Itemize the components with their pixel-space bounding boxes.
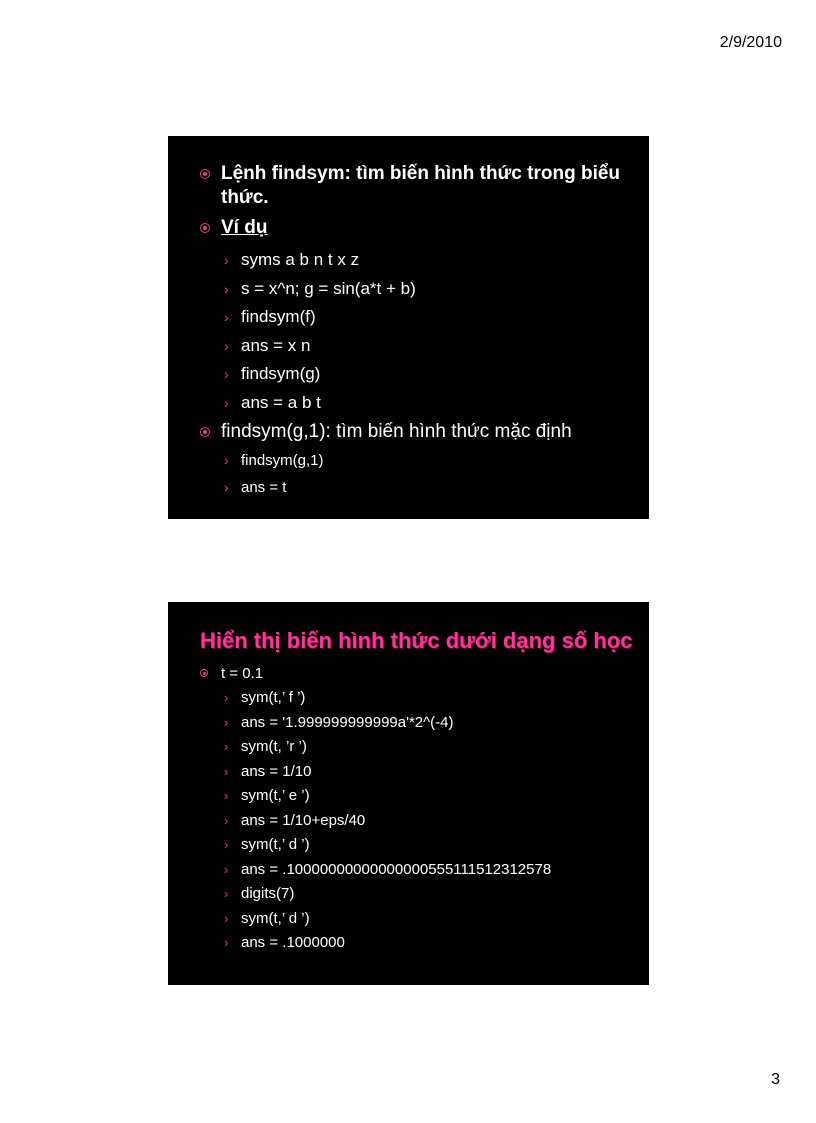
- chevron-right-icon: ›: [224, 690, 229, 705]
- example-line: › sym(t, ’r ’): [200, 735, 629, 760]
- chevron-right-icon: ›: [224, 252, 229, 268]
- example-line: › ans = 1/10+eps/40: [200, 809, 629, 834]
- example-line: › sym(t,’ d ’): [200, 833, 629, 858]
- chevron-right-icon: ›: [224, 861, 229, 877]
- example-line: › findsym(g): [200, 360, 629, 389]
- example-line: › syms a b n t x z: [200, 246, 629, 275]
- example-line: › sym(t,’ e ’): [200, 784, 629, 809]
- chevron-right-icon: ›: [224, 837, 229, 852]
- chevron-right-icon: ›: [224, 394, 229, 411]
- page-date: 2/9/2010: [719, 34, 782, 51]
- example-line: › sym(t,’ f ’): [200, 686, 629, 711]
- example-heading: Ví dụ: [221, 217, 268, 238]
- example-line: › digits(7): [200, 882, 629, 907]
- findsym-description: : tìm biến hình thức trong biểu thức.: [221, 163, 621, 208]
- slide-title: Hiển thị biến hình thức dưới dạng số học: [200, 628, 633, 653]
- example-line: › ans = .1000000: [200, 931, 629, 956]
- slide-findsym: [168, 136, 649, 519]
- circle-bullet-icon: [200, 669, 208, 677]
- chevron-right-icon: ›: [224, 886, 229, 901]
- chevron-right-icon: ›: [224, 337, 229, 354]
- chevron-right-icon: ›: [224, 788, 229, 803]
- circle-bullet-icon: [200, 223, 210, 233]
- example-line: › findsym(g,1): [200, 447, 629, 474]
- chevron-right-icon: ›: [224, 763, 229, 779]
- circle-bullet-icon: [200, 427, 210, 437]
- chevron-right-icon: ›: [224, 812, 229, 828]
- chevron-right-icon: ›: [224, 935, 229, 950]
- example-line: › sym(t,’ d ’): [200, 907, 629, 932]
- page-number: 3: [771, 1071, 780, 1088]
- chevron-right-icon: ›: [224, 309, 229, 325]
- chevron-right-icon: ›: [224, 910, 229, 926]
- bullet-findsym-command: [200, 162, 629, 210]
- findsym-label: Lệnh findsym: [221, 163, 345, 184]
- bullet-t-value: t = 0.1: [200, 662, 629, 686]
- chevron-right-icon: ›: [224, 452, 229, 468]
- chevron-right-icon: ›: [224, 479, 229, 495]
- bullet-findsym-default: findsym(g,1): tìm biến hình thức mặc định: [200, 417, 629, 447]
- chevron-right-icon: ›: [224, 366, 229, 382]
- example-line: › ans = x n: [200, 332, 629, 361]
- circle-bullet-icon: [200, 169, 210, 179]
- example-line: › ans = '1.999999999999a'*2^(-4): [200, 711, 629, 736]
- example-line: › findsym(f): [200, 303, 629, 332]
- bullet-example-heading: [200, 216, 629, 240]
- chevron-right-icon: ›: [224, 739, 229, 754]
- example-line: › s = x^n; g = sin(a*t + b): [200, 275, 629, 304]
- chevron-right-icon: ›: [224, 714, 229, 730]
- slide-numeric-display: [168, 602, 649, 985]
- example-line: › ans = t: [200, 474, 629, 501]
- example-line: › ans = 1/10: [200, 760, 629, 785]
- example-line: › ans = a b t: [200, 389, 629, 418]
- chevron-right-icon: ›: [224, 280, 229, 297]
- example-line: › ans = .1000000000000000055511151231257​8: [200, 858, 629, 883]
